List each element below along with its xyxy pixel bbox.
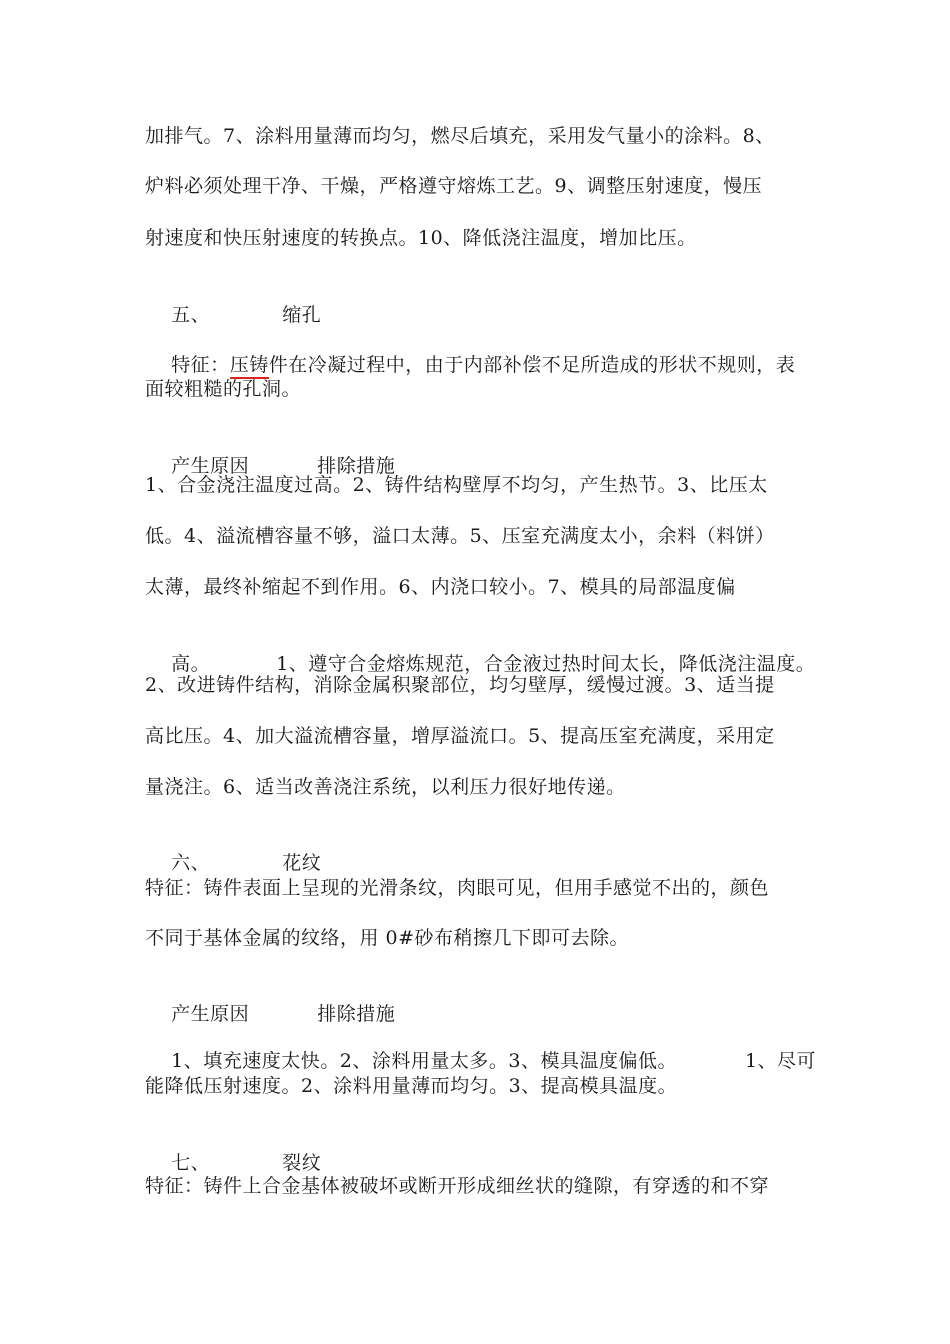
section-title: 缩孔: [282, 304, 322, 326]
cause-label: 产生原因: [171, 1003, 250, 1025]
text-line: 高比压。4、加大溢流槽容量，增厚溢流口。5、提高压室充满度，采用定: [145, 725, 775, 747]
cause-label: 产生原因: [171, 455, 250, 477]
section-title: 花纹: [282, 852, 322, 874]
text-line: 量浇注。6、适当改善浇注系统，以利压力很好地传递。: [145, 776, 626, 798]
text-line: 面较粗糙的孔洞。: [145, 378, 302, 400]
feature-text: 件在冷凝过程中，由于内部补偿不足所造成的形状不规则，表: [268, 354, 796, 376]
remedy-label: 排除措施: [317, 455, 396, 477]
text-line: 炉料必须处理干净、干燥，严格遵守熔炼工艺。9、调整压射速度，慢压: [145, 175, 763, 197]
section-number: 五、: [171, 304, 211, 326]
remedy-start: 1、遵守合金熔炼规范，合金液过热时间太长，降低浇注温度。: [276, 653, 816, 675]
text-line: 低。4、溢流槽容量不够，溢口太薄。5、压室充满度太小，余料（料饼）: [145, 525, 775, 547]
text-line: 太薄，最终补缩起不到作用。6、内浇口较小。7、模具的局部温度偏: [145, 576, 736, 598]
feature-label: 特征：: [171, 354, 230, 376]
section-number: 六、: [171, 852, 211, 874]
remedy-label: 排除措施: [317, 1003, 396, 1025]
section-title: 裂纹: [282, 1152, 322, 1174]
text-line: 2、改进铸件结构，消除金属积聚部位，均匀壁厚，缓慢过渡。3、适当提: [145, 674, 775, 696]
text-line: 特征：铸件上合金基体被破坏或断开形成细丝状的缝隙，有穿透的和不穿: [145, 1175, 770, 1197]
cause-end: 高。: [171, 653, 211, 675]
text-line: 不同于基体金属的纹络，用 0#砂布稍擦几下即可去除。: [145, 927, 630, 949]
text-line: 加排气。7、涂料用量薄而均匀，燃尽后填充，采用发气量小的涂料。8、: [145, 125, 775, 147]
text-line: 射速度和快压射速度的转换点。10、降低浇注温度，增加比压。: [145, 227, 697, 249]
remedy-start: 1、尽可: [744, 1050, 817, 1072]
section-number: 七、: [171, 1152, 211, 1174]
text-line: 1、合金浇注温度过高。2、铸件结构壁厚不均匀，产生热节。3、比压太: [145, 474, 768, 496]
text-line: 特征：铸件表面上呈现的光滑条纹，肉眼可见，但用手感觉不出的，颜色: [145, 877, 770, 899]
text-line: 能降低压射速度。2、涂料用量薄而均匀。3、提高模具温度。: [145, 1075, 678, 1097]
spellcheck-underlined-word: 压铸: [230, 354, 269, 379]
cause-text: 1、填充速度太快。2、涂料用量太多。3、模具温度偏低。: [171, 1050, 677, 1072]
